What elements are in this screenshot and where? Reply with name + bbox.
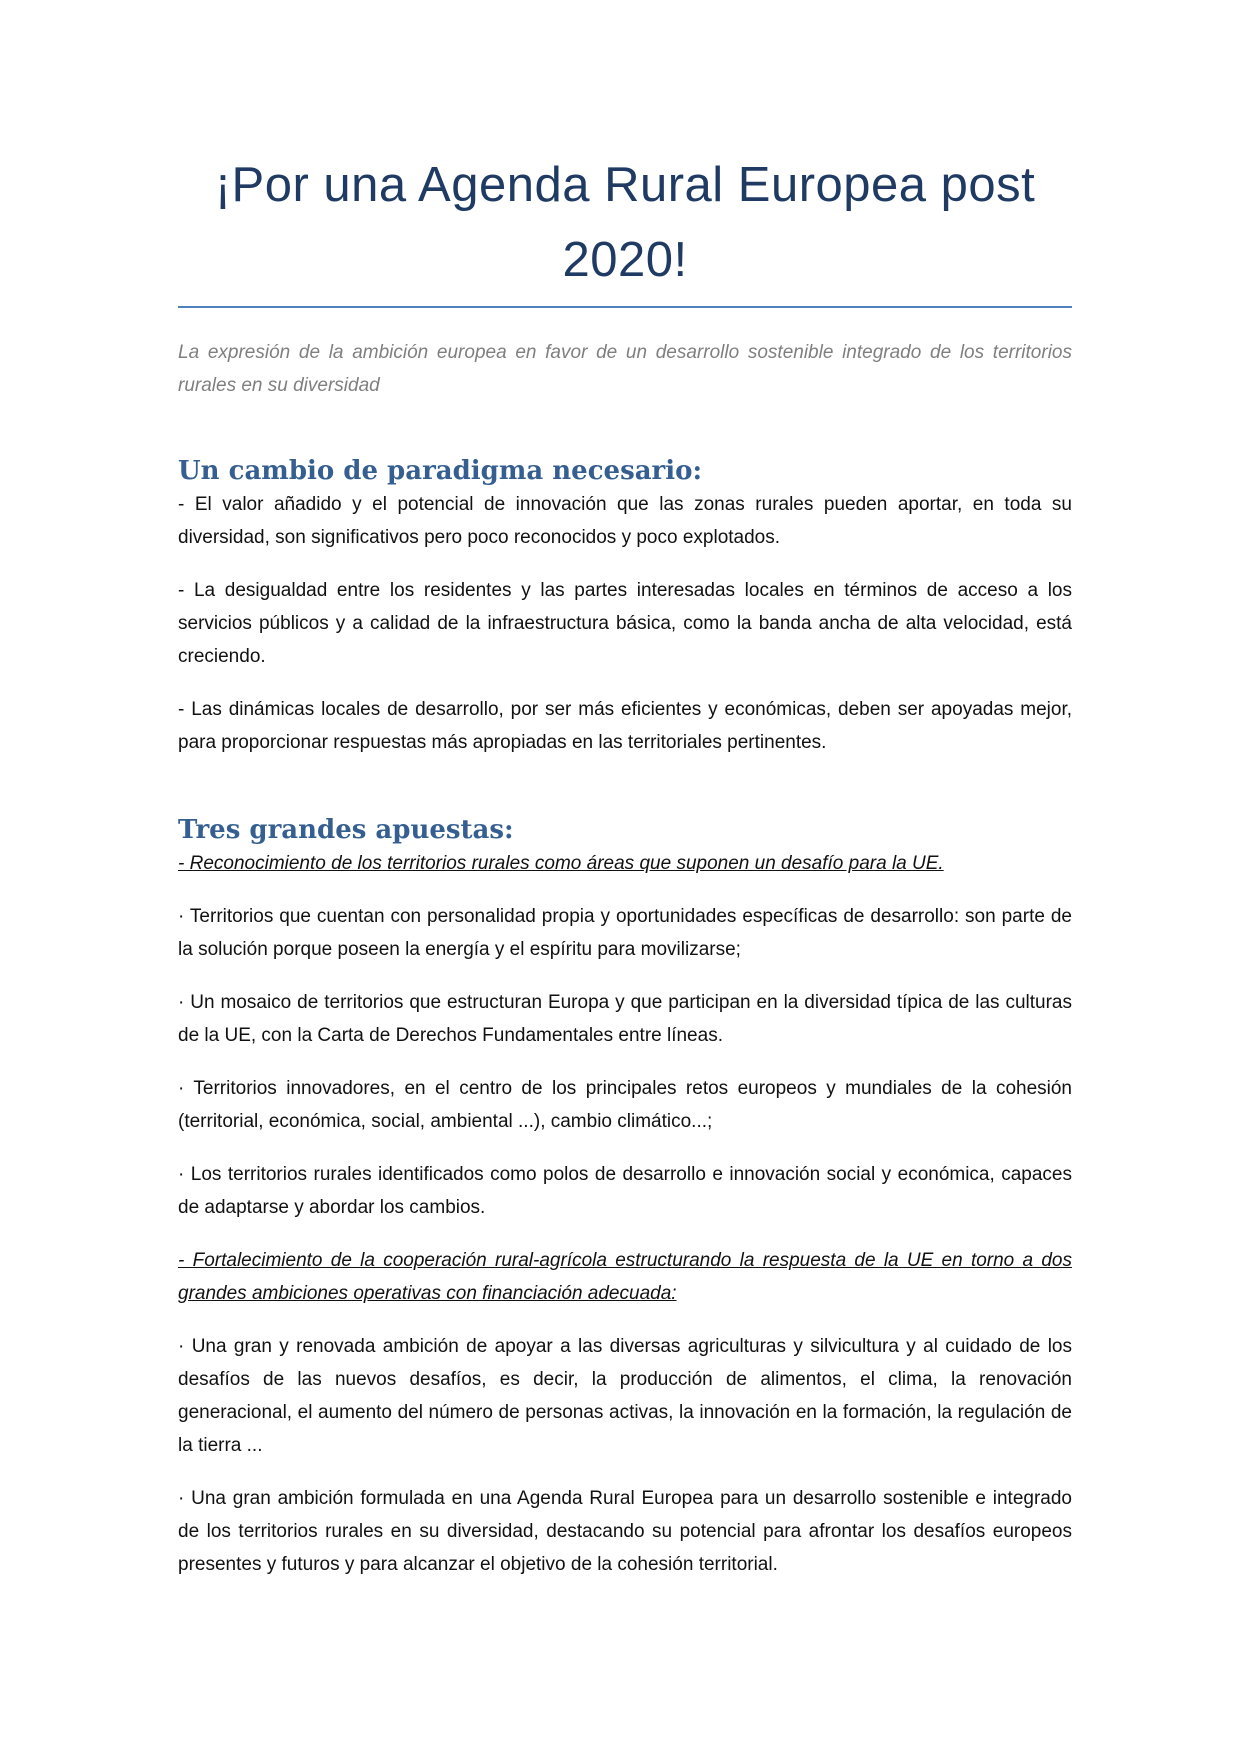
document-title: ¡Por una Agenda Rural Europea post 2020! (214, 158, 1036, 287)
subheading-recognition: - Reconocimiento de los territorios rurales como áreas que suponen un desafío para la UE. (178, 853, 944, 874)
paragraph: - La desigualdad entre los residentes y las partes interesadas locales en términos de acceso a los servicios públicos y a calidad de la infraestructura básica, como la banda ancha de alta velocidad, está creciendo. (178, 580, 1072, 667)
paragraph: - Las dinámicas locales de desarrollo, por ser más eficientes y económicas, deben ser apoyadas mejor, para proporcionar respuestas más apropiadas en las territoriales pertinentes. (178, 699, 1072, 753)
bullet-item: · Una gran y renovada ambición de apoyar a las diversas agriculturas y silvicultura y al cuidado de los desafíos de las nuevos desafíos, es decir, la producción de alimentos, el clima, la renovación generacional, el aumento del número de personas activas, la innovación en la formación, la regulación de la tierra ... (178, 1336, 1072, 1456)
subheading-cooperation: - Fortalecimiento de la cooperación rural-agrícola estructurando la respuesta de la UE en torno a dos grandes ambiciones operativas con financiación adecuada: (178, 1250, 1072, 1304)
bullet-item: · Una gran ambición formulada en una Agenda Rural Europea para un desarrollo sostenible e integrado de los territorios rurales en su diversidad, destacando su potencial para afrontar los desafíos europeos presentes y futuros y para alcanzar el objetivo de la cohesión territorial. (178, 1488, 1072, 1575)
document-subtitle: La expresión de la ambición europea en favor de un desarrollo sostenible integrado de los territorios rurales en su diversidad (178, 342, 1072, 396)
bullet-item: · Territorios innovadores, en el centro de los principales retos europeos y mundiales de la cohesión (territorial, económica, social, ambiental ...), cambio climático...; (178, 1078, 1072, 1132)
title-divider (178, 306, 1072, 308)
bullet-item: · Los territorios rurales identificados como polos de desarrollo e innovación social y económica, capaces de adaptarse y abordar los cambios. (178, 1164, 1072, 1218)
paragraph: - El valor añadido y el potencial de innovación que las zonas rurales pueden aportar, en toda su diversidad, son significativos pero poco reconocidos y poco explotados. (178, 494, 1072, 548)
document-page (178, 0, 1072, 1581)
section-heading-paradigm: Un cambio de paradigma necesario: (178, 456, 703, 486)
section-heading-bets: Tres grandes apuestas: (178, 815, 514, 845)
bullet-item: · Un mosaico de territorios que estructuran Europa y que participan en la diversidad típica de las culturas de la UE, con la Carta de Derechos Fundamentales entre líneas. (178, 992, 1072, 1046)
bullet-item: · Territorios que cuentan con personalidad propia y oportunidades específicas de desarrollo: son parte de la solución porque poseen la energía y el espíritu para movilizarse; (178, 906, 1072, 960)
